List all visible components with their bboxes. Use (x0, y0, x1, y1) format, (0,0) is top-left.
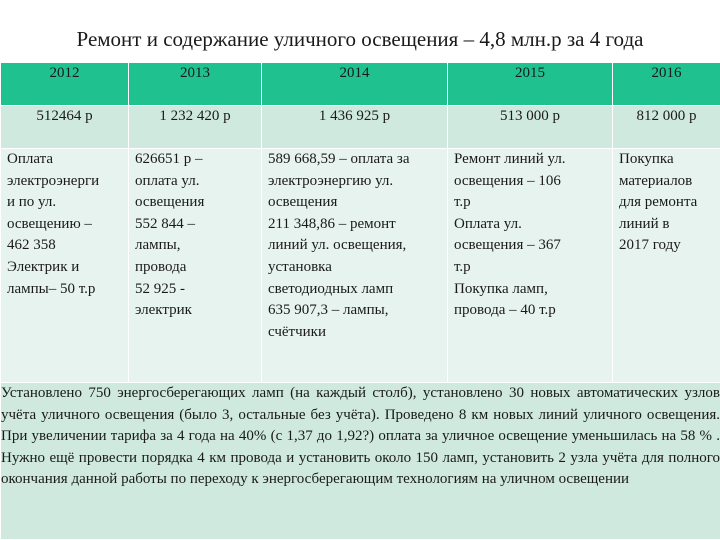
year-cell: 2013 (129, 63, 262, 106)
total-cell: 812 000 р (613, 106, 720, 149)
detail-text: Оплата электроэнерги и по ул. освещению – 462 358 Электрик и лампы– 50 т.р (7, 151, 100, 297)
detail-text: Покупка материалов для ремонта линий в 2017 году (619, 151, 698, 254)
year-cell: 2014 (262, 63, 448, 106)
detail-cell (1, 149, 129, 383)
detail-cell (129, 149, 262, 383)
table-totals-row (1, 106, 720, 149)
detail-cell (613, 149, 720, 383)
total-cell: 1 436 925 р (262, 106, 448, 149)
total-cell: 513 000 р (448, 106, 613, 149)
detail-text: 626651 р – оплата ул. освещения 552 844 – лампы, провода 52 925 - электрик (135, 151, 205, 319)
detail-cell (448, 149, 613, 383)
detail-cell (262, 149, 448, 383)
detail-text: Ремонт линий ул. освещения – 106 т.р Оплата ул. освещения – 367 т.р Покупка ламп, провода – 40 т.р (454, 151, 566, 319)
expenses-table (0, 62, 720, 540)
year-cell: 2015 (448, 63, 613, 106)
year-cell: 2016 (613, 63, 720, 106)
detail-text: 589 668,59 – оплата за электроэнергию ул. освещения 211 348,86 – ремонт линий ул. освещения, установка светодиодных ламп 635 907,3 – лампы, счётчики (268, 151, 410, 340)
total-cell: 512464 р (1, 106, 129, 149)
summary-text: Установлено 750 энергосберегающих ламп (на каждый столб), установлено 30 новых автоматических узлов учёта уличного освещения (было 3, остальные без учёта). Проведено 8 км новых линий уличного освещения. При увеличении тарифа за 4 года на 40% (с 1,37 до 1,92?) оплата за уличное освещение уменьшилась на 58 % . Нужно ещё провести порядка 4 км провода и установить около 150 ламп, установить 2 узла учёта для полного окончания данной работы по переходу к энергосберегающим технологиям на уличном освещении (1, 383, 720, 540)
slide-title: Ремонт и содержание уличного освещения – 4,8 млн.р за 4 года (76, 27, 644, 51)
table-details-row (1, 149, 720, 383)
year-cell: 2012 (1, 63, 129, 106)
total-cell: 1 232 420 р (129, 106, 262, 149)
table-header-row (1, 63, 720, 106)
table-summary-row (1, 383, 720, 540)
